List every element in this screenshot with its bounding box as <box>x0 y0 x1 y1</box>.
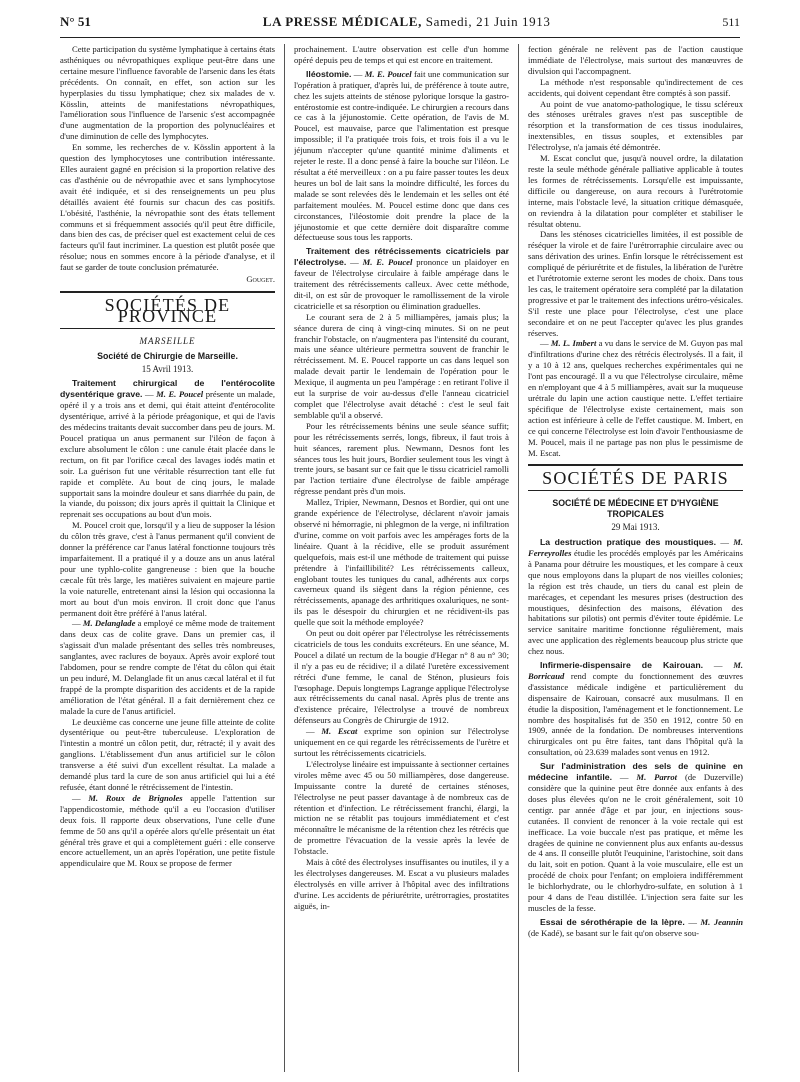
paragraph: Mais à côté des électrolyses insuffisantes ou inutiles, il y a les électrolyses dangereuses. M. Escat a vu plusieurs malades électrolysés en ville arriver à l'hôpital avec des infiltrations d'urine. Les accidents de périurétrite, urétrorragies, prostatites aiguës, in- <box>294 857 509 911</box>
journal-name: LA PRESSE MÉDICALE, <box>262 14 422 29</box>
session-date: 29 Mai 1913. <box>611 522 660 533</box>
paragraph: La méthode n'est responsable qu'indirectement de ces accidents, qui doivent cependant être comptés à son passif. <box>528 76 743 98</box>
paragraph: Mallez, Tripier, Newmann, Desnos et Bordier, qui ont une grande expérience de l'électrolyse, déclarent n'avoir jamais observé ni hémorragie, ni phlegmon de la verge, ni infiltration d'urine, comme on voit parfois avec les ampérages forts de la linéaire. Quant à la récidive, elle se produit assurément quelquefois, mais est-il une méthode de traitement qui puisse prétendre à l'infaillibilité? Les rétrécissements calleux, englobant toutes les tuniques du canal, adhérents aux corps caverneux quand ils siègent dans la région pénienne, ces rétrécissements, apanage des arthritiques oxaluriques, ne sont-ils pas le désespoir du chirurgien et ne récidivent-ils pas quelle que soit la méthode employée? <box>294 497 509 628</box>
article-text: (de Kadé), se basant sur le fait qu'on observe sou- <box>528 927 699 938</box>
article-entry: — M. Delanglade a employé ce même mode de traitement dans deux cas de colite grave. Dans un premier cas, il s'agissait d'un malade présentant des selles très nombreuses, sanglantes, avec raclures de boyaux. Après avoir exploré tout l'abdomen, pour se rendre compte de l'état du côlon qui était un peu induré, M. Delanglade fit un anus cæcal latéral et il fut frappé de la prompte disparition des accidents et de la rapide amélioration de l'état général. Il a fait dernièrement chez ce malade la cure de l'anus artificiel. <box>60 618 275 716</box>
session-date: 15 Avril 1913. <box>141 363 194 374</box>
article-entry: Sur l'administration des sels de quinine en médecine infantile. — M. Parrot (de Duzerville) considère que la quinine peut être donnée aux enfants à des doses plus élevées qu'on ne le croit généralement, soit 10 centigr. par année d'âge et par jour, en injections sous-cutanées. Il convient de renoncer à la voie rectale qui est inefficace. La voie buccale n'est pas pratique, et même les dragées de quinine ne conviennent plus aux enfants au-dessus de 4 ans. Il conseille plutôt l'euquinine, l'aristochine, soit dans du lait, soit en potion. Quant à la voie musculaire, elle est un procédé de choix pour l'enfant; on emploiera indifféremment le bichlorhydrate, ou le chlorhydro-sulfate, en solution à 1 pour 4 dans de l'eau distillée. L'injection sera faite sur les muscles de la fesse. <box>528 761 743 913</box>
article-text: présente un malade, opéré il y a trois ans et demi, qui était atteint d'entérocolite dysentérique, arrivé à la période préagonique, et qui de l'avis des médecins traitants devait succomber dans peu de jours. M. Poucel pratiqua un anus permanent sur l'iléon de façon à exclure absolument le côlon : une canule était placée dans le rectum, on fit par l'orifice cæcal des lavages iodés matin et soir. La guérison fut une véritable résurrection tant elle fut rapide et complète. Au bout de cinq jours, le malade supportait sans la moindre douleur et sans diarrhée du pain, de la viande, du poisson; dix jours après il quittait la Clinique et reprenait ses occupations au bout d'un mois. <box>60 389 275 520</box>
header-rule <box>60 37 740 38</box>
author-name: M. Jeannin <box>700 916 743 927</box>
author-name: M. E. Poucel <box>364 68 412 79</box>
article-title: Traitement des rétrécissements cicatriciels par l'électrolyse. <box>294 246 509 268</box>
paragraph: Dans les sténoses cicatricielles limitées, il est possible de réséquer la virole et de faire l'urétrorraphie circulaire avec ou sans dérivation des urines. Enfin lorsque le rétrécissement est compliqué de périurétrite et de fistules, la libération de l'urètre et l'urétrotomie externe seront les modes de choix. Dans tous les cas, le traitement opératoire sera complété par la dilatation progressive et par le traitement des infections urétro-vésicales. S'il reste une place pour l'électrolyse, c'est une place secondaire et on ne peut l'accepter qu'avec les plus grandes réserves. <box>528 229 743 338</box>
article-entry: Iléostomie. — M. E. Poucel fait une communication sur l'opération à pratiquer, d'après lui, de préférence à toute autre, chez les sujets atteints de sténose pylorique lorsque la gastro-entérostomie est contre-indiquée. Le chirurgien a recours dans ce cas à la jéjunostomie. Cette opération, de l'avis de M. Poucel, est mauvaise, parce que l'alimentation est presque impossible; il l'a pratiquée trois fois, et trois fois il a vu le jéjunum n'accepter qu'une quantité minime d'aliments et rejeter le reste. Il a donc pensé à faire la bouche sur l'iléon. Le résultat a été merveilleux : on a pu faire passer toutes les deux heures un bol de lait sans la moindre difficulté, les forces du malade se sont relevées dès le lendemain et les selles ont été parfaitement moulées. M. Poucel estime donc que dans ces circonstances, l'iléostomie doit prendre la place de la jéjunostomie et que cette dernière doit disparaître comme défectueuse sous tous les rapports. <box>294 68 509 243</box>
page-header <box>60 14 740 36</box>
author-name: M. Ferreyrolles <box>528 537 743 558</box>
author-name: M. L. Imbert <box>550 338 597 349</box>
article-entry: Traitement chirurgical de l'entérocolite dysentérique grave. — M. E. Poucel présente un malade, opéré il y a trois ans et demi, qui était atteint d'entérocolite dysentérique, arrivé à la période préagonique, et qui de l'avis des médecins traitants devait succomber dans peu de jours. M. Poucel pratiqua un anus permanent sur l'iléon de façon à exclure absolument le côlon : une canule était placée dans le rectum, on fit par l'orifice cæcal des lavages iodés matin et soir. La guérison fut une véritable résurrection tant elle fut rapide et complète. Au bout de cinq jours, le malade supportait sans la moindre douleur et sans diarrhée du pain, de la viande, du poisson; dix jours après il quittait la Clinique et reprenait ses occupations au bout d'un mois. <box>60 378 275 520</box>
article-entry: — M. L. Imbert a vu dans le service de M. Guyon pas mal d'infiltrations d'urine chez des rétrécis électrolysés. Il a fait, il y a 10 à 12 ans, quelques recherches expérimentales qui ne l'ont pas encouragé. Il a vu que l'électrolyse circulaire, même en n'employant que 4 à 5 milliampères, avait sur la muqueuse urétrale du lapin une action caustique nette. L'effet tertiaire spécifique de l'électrolyse existe certainement, mais son action est inférieure à celle de l'effet caustique. M. Imbert, en ce qui concerne l'électrolyse est loin d'avoir l'enthousiasme de M. Poucel, mais il ne partage pas non plus le pessimisme de M. Escat. <box>528 338 743 458</box>
paragraph: En somme, les recherches de v. Kösslin apportent à la question des lymphocytoses une contribution intéressante. Elles auraient gagné en précision si la proportion relative des cas d'asthénie ou de névropathie avec et sans lymphocytose avait été indiquée, et si des renseignements un peu plus détaillés avaient été fournis sur chacun des cas positifs. L'obésité, l'asthénie, la névropathie sont des états tellement communs et si fréquemment associés qu'il peut être difficile, dans bien des cas, de préciser quel est exactement celui de ces facteurs qu'il faut incriminer. La question est plutôt posée que résolue; nous en sommes encore à la période d'analyse, et il faut se garder de toute conclusion prématurée. <box>60 142 275 273</box>
author-name: M. Delanglade <box>82 618 136 629</box>
author-name: M. Borricaud <box>528 660 743 681</box>
paragraph: Pour les rétrécissements bénins une seule séance suffit; pour les rétrécissements serrés, longs, fibreux, il faut trois à huit séances, rarement plus. Newmann, Desnos font les séances tous les huit jours, Bordier seulement tous les vingt à trente jours, se basant sur ce fait que le tissu cicatriciel ramolli par l'action tertiaire d'une électrolyse de faible ampérage régresse pendant près d'un mois. <box>294 420 509 497</box>
author-origin: (de Duzerville) <box>684 772 743 783</box>
paragraph: prochainement. L'autre observation est celle d'un homme opéré depuis peu de temps et qui est encore en traitement. <box>294 44 509 65</box>
author-name: M. Parrot <box>636 772 678 783</box>
article-text: a vu dans le service de M. Guyon pas mal d'infiltrations d'urine chez des rétrécis électrolysés. Il a fait, il y a 10 à 12 ans, quelques recherches expérimentales qui ne l'ont pas encouragé. Il a vu que l'électrolyse circulaire, même en n'employant que 4 à 5 milliampères, avait sur la muqueuse urétrale du lapin une action caustique nette. L'effet tertiaire spécifique de l'électrolyse existe certainement, mais son action est inférieure à celle de l'effet caustique. M. Imbert, en ce qui concerne l'électrolyse est loin d'avoir l'enthousiasme de M. Poucel, mais il ne partage pas non plus le pessimisme de M. Escat. <box>528 338 743 458</box>
column-divider <box>284 44 285 1072</box>
article-title: Traitement chirurgical de l'entérocolite dysentérique grave. <box>60 378 275 400</box>
paragraph: Cette participation du système lymphatique à certains états asthéniques ou névropathiques explique peut-être dans une certaine mesure l'influence favorable de l'arsenic dans les états précédents. On connaît, en effet, son action sur les hyperplasies du tissu lymphatique; chez six malades de v. Kösslin, atteints de manifestations névropathiques, l'amélioration sous l'influence de l'arsenic s'est accompagnée d'une augmentation de la proportion des polynucléaires et d'une diminution de celle des lymphocytes. <box>60 44 275 142</box>
issue-number: N° 51 <box>60 14 91 29</box>
article-title: La destruction pratique des moustiques. <box>540 537 717 548</box>
article-title: Sur l'administration des sels de quinine en médecine infantile. <box>528 761 743 783</box>
article-title: Iléostomie. <box>306 68 352 79</box>
article-entry: Infirmerie-dispensaire de Kairouan. — M. Borricaud rend compte du fonctionnement des œuvres d'assistance médicale indigène et particulièrement du dispensaire de Kairouan, consacré aux musulmans. Il en étudie la disposition, l'aménagement et le fonctionnement. Le nombre des hospitalisés fut de 350 en 1912, contre 50 en 1909, année de la fondation. De nombreuses interventions chirurgicales ont pu être faites, tant dans l'hôpital qu'à la consultation, où 23.639 malades sont venus en 1912. <box>528 660 743 758</box>
article-entry: Traitement des rétrécissements cicatriciels par l'électrolyse. — M. E. Poucel prononce un plaidoyer en faveur de l'électrolyse circulaire à faible ampérage dans le traitement des rétrécissements calleux. Avec cette méthode, dit-il, on est sûr de provoquer le ramollissement de la virole cicatricielle et sa résorption ou élimination graduelles. <box>294 246 509 311</box>
page-number: 511 <box>722 15 740 29</box>
author-name: M. Roux de Brignoles <box>88 792 183 803</box>
article-title: Essai de sérothérapie de la lèpre. <box>540 916 685 927</box>
paragraph: L'électrolyse linéaire est impuissante à sectionner certaines viroles même avec 45 ou 50 milliampères, dose dangereuse. Impuissante contre la dureté de certaines sténoses, l'électrolyse ne peut passer davantage à de nombreux cas de rétention et d'infection. Le rétrécissement franchi, élargi, la miction ne se rétablit pas toujours immédiatement et c'est méconnaître le mécanisme de la rétention chez les rétrécis que de promettre l'évacuation de la vessie après la levée de l'obstacle. <box>294 758 509 857</box>
article-text: prononce un plaidoyer en faveur de l'électrolyse circulaire à faible ampérage dans le traitement des rétrécissements calleux. Avec cette méthode, dit-il, on est sûr de provoquer le ramollissement de la virole cicatricielle et sa résorption ou élimination graduelles. <box>294 257 509 311</box>
paragraph: On peut ou doit opérer par l'électrolyse les rétrécissements cicatriciels de tous les conduits excréteurs. En une séance, M. Poucel a dilaté un rectum de la bougie d'Hegar n° 8 au n° 30; il n'y a pas eu de récidive; il a dilaté l'uretère excessivement rétréci d'une femme, le canal de Sténon, plusieurs fois l'œsophage. Depuis longtemps Lagrange applique l'électrolyse aux rétrécissements du canal nasal. Après plus de trente ans d'existence précaire, l'électrolyse a trouvé de nombreux défenseurs au Congrès de Chirurgie de 1912. <box>294 628 509 726</box>
section-heading: SOCIÉTÉS DE PROVINCE <box>60 291 275 329</box>
paragraph: Le deuxième cas concerne une jeune fille atteinte de colite dysentérique ou peut-être tuberculeuse. L'exploration de l'intestin a montré un côlon petit, dur, rétracté; il y avait des ganglions. L'établissement d'un anus artificiel sur le côlon transverse a été suivi d'un excellent résultat. La malade a demandé plus tard la cure de son anus artificiel qui lui a été refusée, étant donné le rétrécissement de l'intestin. <box>60 716 275 792</box>
column-divider <box>518 44 519 1072</box>
journal-title <box>263 14 551 30</box>
article-text: étudie les procédés employés par les Américains à Panama pour détruire les moustiques, et les compare à ceux que nous employons dans la plupart de nos vieilles colonies; la région est très chaude, un tiers du canal est plein de marécages, et cependant les mesures prises (destruction des moustiques, désinfection des maisons, élévation des habitations sur pilotis) ont permis d'éviter toute épidémie. Le service sanitaire maritime fonctionne régulièrement, mais avec une application des règlements beaucoup plus stricte que chez nous. <box>528 547 743 657</box>
section-heading: SOCIÉTÉS DE PARIS <box>528 464 743 491</box>
paragraph: M. Poucel croit que, lorsqu'il y a lieu de supposer la lésion du côlon très grave, c'est à l'anus permanent qu'il convient de donner la préférence car l'anus latéral fonctionne toujours très imparfaitement. Il a pratiqué il y a douze ans un anus latéral pour une typhlo-colite gangreneuse : bien que la bouche cæcale fût très large, les matières suivaient en majeure partie la voie naturelle, entretenant ainsi la lésion qui occasionna la mort au bout d'un mois environ. Il croit donc que l'anus permanent doit être préféré à l'anus latéral. <box>60 520 275 618</box>
society-name: Société de Chirurgie de Marseille. <box>97 350 238 361</box>
article-entry: La destruction pratique des moustiques. — M. Ferreyrolles étudie les procédés employés par les Américains à Panama pour détruire les moustiques, et les compare à ceux que nous employons dans la plupart de nos vieilles colonies; la région est très chaude, un tiers du canal est plein de marécages, et cependant les mesures prises (destruction des moustiques, désinfection des maisons, élévation des habitations sur pilotis) ont permis d'éviter toute épidémie. Le service sanitaire maritime fonctionne régulièrement, mais avec une application des règlements beaucoup plus stricte que chez nous. <box>528 537 743 657</box>
paragraph: Le courant sera de 2 à 5 milliampères, jamais plus; la séance durera de cinq à vingt-cinq minutes. Si on ne peut franchir l'obstacle, on n'augmentera pas l'intensité du courant, mais une séance ultérieure permettra souvent de franchir le rétrécissement. M. E. Poucel rapporte un cas dans lequel son malade devait partir le lendemain de l'opération pour le Mexique, il augmenta un peu l'ampérage : en retirant l'olive il eut la surprise de voir au-dessus d'elle l'anneau cicatriciel complet que l'électrolyse avait détaché : c'est le seul fait semblable qu'il a observé. <box>294 311 509 420</box>
article-title: Infirmerie-dispensaire de Kairouan. <box>540 660 704 671</box>
article-text: exprime son opinion sur l'électrolyse uniquement en ce qui regarde les rétrécissements de l'urètre et surtout les rétrécissements cicatriciels. <box>294 726 509 758</box>
article-entry: — M. Escat exprime son opinion sur l'électrolyse uniquement en ce qui regarde les rétrécissements de l'urètre et surtout les rétrécissements cicatriciels. <box>294 726 509 758</box>
article-entry: — M. Roux de Brignoles appelle l'attention sur l'appendicostomie, méthode qu'il a eu l'occasion d'utiliser deux fois. Il rapporte deux observations, l'une celle d'une femme de 50 ans qu'il a opérée alors qu'elle présentait un état général très grave et qui a complètement guéri : elle conserve encore actuellement, un an après l'opération, une petite fistule appendiculaire que M. Roux se propose de fermer <box>60 792 275 869</box>
article-text: considère que la quinine peut être donnée aux enfants à des doses plus élevées qu'on ne le croit généralement, soit 10 centigr. par année d'âge et par jour, en injections sous-cutanées. Il convient de renoncer à la voie rectale qui est inefficace. La voie buccale n'est pas pratique, et même les dragées de quinine ne conviennent plus aux enfants au-dessus de 4 ans. Il conseille plutôt l'euquinine, l'aristochine, soit dans du lait, soit en potion. Quant à la voie musculaire, elle est un procédé de choix pour l'enfant; on emploiera indifféremment le bichlorhydrate, ou le chlorhydro-sulfate, en solution à 1 pour 4 dans de l'eau distillée. L'injection sera faite sur les muscles de la fesse. <box>528 783 743 913</box>
article-text: appelle l'attention sur l'appendicostomie, méthode qu'il a eu l'occasion d'utiliser deux fois. Il rapporte deux observations, l'une celle d'une femme de 50 ans qu'il a opérée alors qu'elle présentait un état général très grave et qui a complètement guéri : elle conserve encore actuellement, un an après l'opération, une petite fistule appendiculaire que M. Roux se propose de fermer <box>60 792 275 869</box>
author-name: M. Escat <box>321 726 358 737</box>
article-entry: Essai de sérothérapie de la lèpre. — M. Jeannin (de Kadé), se basant sur le fait qu'on observe sou- <box>528 916 743 938</box>
article-text: fait une communication sur l'opération à pratiquer, d'après lui, de préférence à toute autre, chez les sujets atteints de sténose pylorique lorsque la gastro-entérostomie est contre-indiquée. Le chirurgien a recours dans ce cas à la jéjunostomie. Cette opération, de l'avis de M. Poucel, est mauvaise, parce que l'alimentation est presque impossible; il l'a pratiquée trois fois, et trois fois il a vu le jéjunum n'accepter qu'une quantité minime d'aliments et rejeter le reste. Il a donc pensé à faire la bouche sur l'iléon. Le résultat a été merveilleux : on a pu faire passer toutes les deux heures un bol de lait sans la moindre difficulté, les forces du malade se sont relevées dès le lendemain et les selles ont été parfaitement moulées. M. Poucel estime donc que dans ces circonstances, l'iléostomie doit prendre la place de la jéjunostomie et que cette dernière doit disparaître comme défectueuse sous tous les rapports. <box>294 68 509 243</box>
column-1 <box>60 44 275 1074</box>
author-name: M. E. Poucel <box>156 389 204 400</box>
paragraph: fection générale ne relèvent pas de l'action caustique immédiate de l'électrolyse, mais surtout des manœuvres de divulsion qui l'accompagnent. <box>528 44 743 76</box>
article-text: a employé ce même mode de traitement dans deux cas de colite grave. Dans un premier cas, il s'agissait d'un malade présentant des selles très nombreuses, sanglantes, avec raclures de boyaux. Après avoir exploré tout l'abdomen, pour se rendre compte de l'état du côlon qui était un peu induré, M. Delanglade fit un anus cæcal latéral et il fut frappé de la prompte disparition des accidents et de la rapide amélioration de l'état général. Il a fait dernièrement chez ce malade la cure de l'anus artificiel. <box>60 618 275 716</box>
author-signature: Gougет. <box>246 274 275 285</box>
column-3 <box>528 44 743 1074</box>
city-heading: MARSEILLE <box>139 335 196 346</box>
society-name: SOCIÉTÉ DE MÉDECINE ET D'HYGIÈNE TROPICALES <box>552 498 719 520</box>
issue-date: Samedi, 21 Juin 1913 <box>425 14 551 29</box>
article-text: rend compte du fonctionnement des œuvres d'assistance médicale indigène et particulièrement du dispensaire de Kairouan, consacré aux musulmans. Il en étudie la disposition, l'aménagement et le fonctionnement. Le nombre des hospitalisés fut de 350 en 1912, contre 50 en 1909, année de la fondation. De nombreuses interventions chirurgicales ont pu être faites, tant dans l'hôpital qu'à la consultation, où 23.639 malades sont venus en 1912. <box>528 670 743 758</box>
column-2 <box>294 44 509 1074</box>
paragraph: M. Escat conclut que, jusqu'à nouvel ordre, la dilatation reste la seule méthode générale palliative applicable à toutes les formes de rétrécissements. Lorsqu'elle est impuissante, difficile ou dangereuse, on aura recours à l'urétrotomie interne, mais l'obstacle levé, la situation critique démasquée, on reviendra à la dilatation pour compléter et stabiliser le résultat obtenu. <box>528 153 743 229</box>
paragraph: Au point de vue anatomo-pathologique, le tissu scléreux des sténoses urétrales graves n'est pas susceptible de résorption et la transformation de ces tissus inodulaires, inextensibles, en tissus souples, et extensibles par l'électrolyse, n'a jamais été démontrée. <box>528 98 743 153</box>
author-name: M. E. Poucel <box>362 257 413 268</box>
